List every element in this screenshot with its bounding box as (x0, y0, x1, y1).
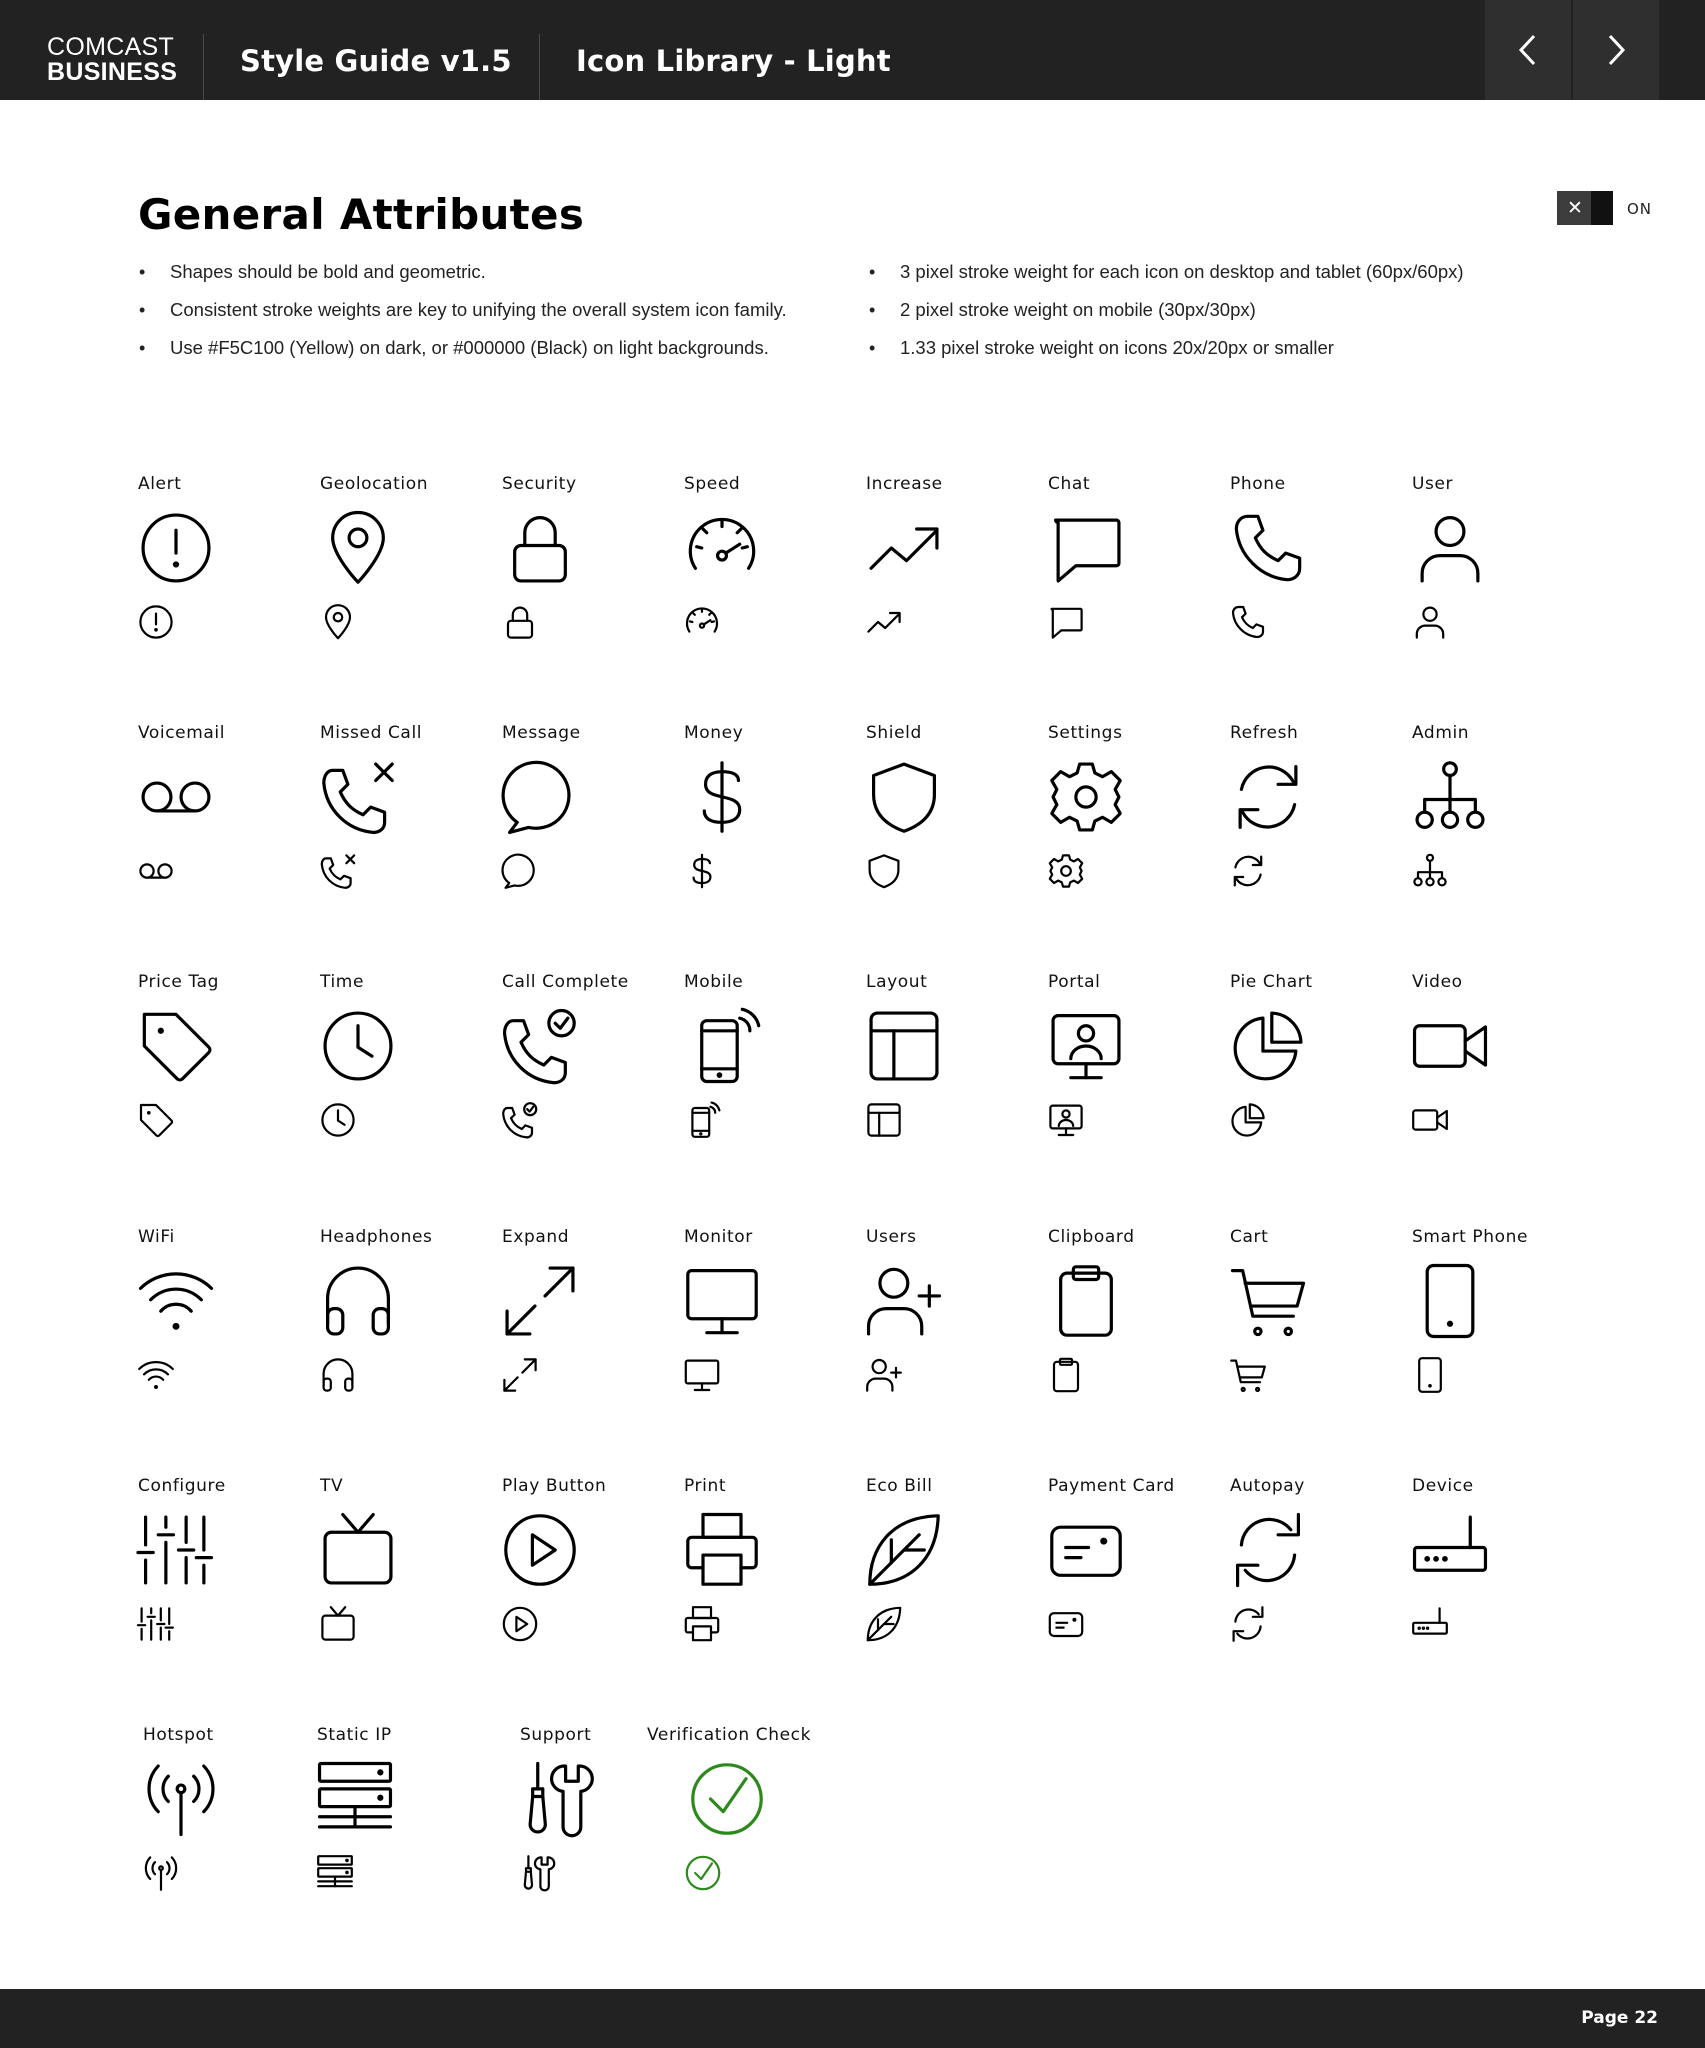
router-icon (1412, 1606, 1448, 1642)
icon-label: Device (1412, 1476, 1474, 1496)
icon-card-user (1412, 474, 1582, 684)
tools-icon (520, 1761, 596, 1837)
user-add-icon (866, 1357, 902, 1393)
printer-icon (684, 1512, 760, 1588)
icon-label: Shield (866, 723, 922, 743)
clock-icon (320, 1102, 356, 1138)
icon-card-call-complete (502, 972, 672, 1182)
trend-up-icon (866, 604, 902, 640)
mobile-icon (684, 1008, 760, 1084)
icon-card-smart-phone (1412, 1227, 1582, 1437)
pie-chart-icon (1230, 1008, 1306, 1084)
tag-icon (138, 1102, 174, 1138)
icon-label: Play Button (502, 1476, 607, 1496)
icon-card-video (1412, 972, 1582, 1182)
hotspot-icon (143, 1855, 179, 1891)
icon-card-dollar (684, 723, 854, 933)
user-icon (1412, 604, 1448, 640)
icon-label: Pie Chart (1230, 972, 1313, 992)
portal-icon (1048, 1008, 1124, 1084)
icon-label: Eco Bill (866, 1476, 933, 1496)
clock-icon (320, 1008, 396, 1084)
icon-card-tag (138, 972, 308, 1182)
icon-card-clipboard (1048, 1227, 1218, 1437)
expand-icon (502, 1263, 578, 1339)
logo-line-2: BUSINESS (47, 58, 178, 86)
icon-card-check-circle (647, 1725, 817, 1935)
icon-card-server (317, 1725, 487, 1935)
prev-page-button[interactable] (1485, 0, 1571, 100)
payment-card-icon (1048, 1512, 1124, 1588)
alert-icon (138, 510, 214, 586)
icon-card-pie-chart (1230, 972, 1400, 1182)
icon-card-monitor (684, 1227, 854, 1437)
icon-label: Call Complete (502, 972, 629, 992)
icon-card-speedometer (684, 474, 854, 684)
icon-card-trend-up (866, 474, 1036, 684)
pie-chart-icon (1230, 1102, 1266, 1138)
shield-icon (866, 759, 942, 835)
printer-icon (684, 1606, 720, 1642)
check-circle-icon (689, 1761, 765, 1837)
icon-card-shield (866, 723, 1036, 933)
icon-label: Chat (1048, 474, 1091, 494)
list-item: • Shapes should be bold and geometric. (139, 258, 799, 286)
chat-icon (1048, 510, 1124, 586)
icon-label: Video (1412, 972, 1463, 992)
comcast-business-logo (47, 35, 177, 85)
toggle-knob (1591, 191, 1613, 225)
close-icon: ✕ (1567, 197, 1583, 219)
tools-icon (520, 1855, 556, 1891)
icon-card-leaf (866, 1476, 1036, 1686)
sliders-icon (138, 1606, 174, 1642)
layout-icon (866, 1008, 942, 1084)
icon-label: Headphones (320, 1227, 433, 1247)
icon-card-autopay (1230, 1476, 1400, 1686)
leaf-icon (866, 1606, 902, 1642)
router-icon (1412, 1512, 1488, 1588)
next-page-button[interactable] (1573, 0, 1659, 100)
speedometer-icon (684, 510, 760, 586)
dollar-icon (684, 853, 720, 889)
check-circle-icon (685, 1855, 721, 1891)
icon-card-alert (138, 474, 308, 684)
guide-title: Style Guide v1.5 (240, 44, 512, 78)
payment-card-icon (1048, 1606, 1084, 1642)
icon-card-wifi (138, 1227, 308, 1437)
gear-icon (1048, 853, 1084, 889)
icon-card-cart (1230, 1227, 1400, 1437)
icon-label: Phone (1230, 474, 1286, 494)
icon-label: Payment Card (1048, 1476, 1175, 1496)
headphones-icon (320, 1263, 396, 1339)
icon-card-clock (320, 972, 490, 1182)
icon-label: Layout (866, 972, 928, 992)
smart-phone-icon (1412, 1263, 1488, 1339)
icon-label: Print (684, 1476, 727, 1496)
headphones-icon (320, 1357, 356, 1393)
icon-card-gear (1048, 723, 1218, 933)
icon-card-play (502, 1476, 672, 1686)
lock-icon (502, 604, 538, 640)
icon-label: Admin (1412, 723, 1470, 743)
tv-icon (320, 1606, 356, 1642)
icon-card-message (502, 723, 672, 933)
monitor-icon (684, 1357, 720, 1393)
icon-card-payment-card (1048, 1476, 1218, 1686)
icon-label: Users (866, 1227, 917, 1247)
call-complete-icon (502, 1102, 538, 1138)
play-icon (502, 1512, 578, 1588)
toggle-switch[interactable] (1557, 191, 1613, 225)
footer-bar (0, 1989, 1705, 2048)
icon-label: User (1412, 474, 1454, 494)
icon-label: Money (684, 723, 744, 743)
icon-label: Monitor (684, 1227, 753, 1247)
chevron-left-icon (1517, 33, 1539, 67)
icon-label: Expand (502, 1227, 570, 1247)
play-icon (502, 1606, 538, 1642)
section-title: Icon Library - Light (576, 44, 891, 78)
clipboard-icon (1048, 1357, 1084, 1393)
icon-label: Security (502, 474, 577, 494)
attributes-list-right (869, 258, 1689, 372)
icon-card-missed-call (320, 723, 490, 933)
call-complete-icon (502, 1008, 578, 1084)
voicemail-icon (138, 759, 214, 835)
icon-card-mobile (684, 972, 854, 1182)
icon-label: Hotspot (143, 1725, 214, 1745)
list-item: • 3 pixel stroke weight for each icon on desktop and tablet (60px/60px) (869, 258, 1689, 286)
icon-card-refresh (1230, 723, 1400, 933)
list-item: • Consistent stroke weights are key to unifying the overall system icon family. (139, 296, 799, 324)
portal-icon (1048, 1102, 1084, 1138)
icon-label: Time (320, 972, 365, 992)
icon-label: Static IP (317, 1725, 392, 1745)
header-divider (539, 34, 540, 100)
wifi-icon (138, 1263, 214, 1339)
user-icon (1412, 510, 1488, 586)
org-chart-icon (1412, 759, 1488, 835)
video-icon (1412, 1102, 1448, 1138)
icon-card-phone (1230, 474, 1400, 684)
cart-icon (1230, 1263, 1306, 1339)
icon-card-printer (684, 1476, 854, 1686)
icon-label: Portal (1048, 972, 1101, 992)
icon-card-geolocation (320, 474, 490, 684)
org-chart-icon (1412, 853, 1448, 889)
monitor-icon (684, 1263, 760, 1339)
speedometer-icon (684, 604, 720, 640)
page-title: General Attributes (138, 190, 585, 239)
icon-label: Price Tag (138, 972, 220, 992)
phone-icon (1230, 604, 1266, 640)
icon-card-org-chart (1412, 723, 1582, 933)
icon-label: Support (520, 1725, 592, 1745)
shield-icon (866, 853, 902, 889)
icon-label: Settings (1048, 723, 1123, 743)
icon-card-expand (502, 1227, 672, 1437)
attributes-list-left (139, 258, 799, 372)
icon-card-tv (320, 1476, 490, 1686)
icon-label: Clipboard (1048, 1227, 1135, 1247)
video-icon (1412, 1008, 1488, 1084)
icon-card-sliders (138, 1476, 308, 1686)
icon-card-user-add (866, 1227, 1036, 1437)
clipboard-icon (1048, 1263, 1124, 1339)
refresh-icon (1230, 759, 1306, 835)
geolocation-icon (320, 604, 356, 640)
phone-icon (1230, 510, 1306, 586)
gear-icon (1048, 759, 1124, 835)
hotspot-icon (143, 1761, 219, 1837)
sliders-icon (138, 1512, 214, 1588)
icon-label: Smart Phone (1412, 1227, 1529, 1247)
message-icon (502, 853, 538, 889)
icon-card-chat (1048, 474, 1218, 684)
header-bar (0, 0, 1705, 100)
cart-icon (1230, 1357, 1266, 1393)
icon-label: Voicemail (138, 723, 226, 743)
expand-icon (502, 1357, 538, 1393)
dollar-icon (684, 759, 760, 835)
icon-label: Cart (1230, 1227, 1269, 1247)
icon-label: TV (320, 1476, 344, 1496)
server-icon (317, 1855, 353, 1891)
icon-card-lock (502, 474, 672, 684)
message-icon (502, 759, 578, 835)
server-icon (317, 1761, 393, 1837)
header-divider (203, 34, 204, 100)
icon-label: Message (502, 723, 581, 743)
icon-label: Refresh (1230, 723, 1299, 743)
tag-icon (138, 1008, 214, 1084)
wifi-icon (138, 1357, 174, 1393)
icon-label: Increase (866, 474, 943, 494)
icon-card-hotspot (143, 1725, 313, 1935)
page-number: Page 22 (1581, 2008, 1658, 2028)
user-add-icon (866, 1263, 942, 1339)
toggle-label: ON (1627, 200, 1653, 218)
icon-label: Speed (684, 474, 741, 494)
list-item: • 2 pixel stroke weight on mobile (30px/30px) (869, 296, 1689, 324)
icon-label: Mobile (684, 972, 744, 992)
logo-line-1: COMCAST (47, 33, 175, 61)
icon-label: Missed Call (320, 723, 423, 743)
icon-label: Autopay (1230, 1476, 1305, 1496)
alert-icon (138, 604, 174, 640)
autopay-icon (1230, 1606, 1266, 1642)
list-item: • Use #F5C100 (Yellow) on dark, or #000000 (Black) on light backgrounds. (139, 334, 799, 362)
refresh-icon (1230, 853, 1266, 889)
icon-card-headphones (320, 1227, 490, 1437)
icon-label: Verification Check (647, 1725, 812, 1745)
icon-card-router (1412, 1476, 1582, 1686)
chevron-right-icon (1605, 33, 1627, 67)
tv-icon (320, 1512, 396, 1588)
icon-label: Alert (138, 474, 182, 494)
mobile-icon (684, 1102, 720, 1138)
lock-icon (502, 510, 578, 586)
voicemail-icon (138, 853, 174, 889)
list-item: • 1.33 pixel stroke weight on icons 20x/20px or smaller (869, 334, 1689, 362)
missed-call-icon (320, 759, 396, 835)
missed-call-icon (320, 853, 356, 889)
icon-label: Configure (138, 1476, 226, 1496)
trend-up-icon (866, 510, 942, 586)
chat-icon (1048, 604, 1084, 640)
geolocation-icon (320, 510, 396, 586)
icon-card-voicemail (138, 723, 308, 933)
leaf-icon (866, 1512, 942, 1588)
icon-label: WiFi (138, 1227, 175, 1247)
icon-card-portal (1048, 972, 1218, 1182)
autopay-icon (1230, 1512, 1306, 1588)
icon-label: Geolocation (320, 474, 429, 494)
layout-icon (866, 1102, 902, 1138)
smart-phone-icon (1412, 1357, 1448, 1393)
icon-card-layout (866, 972, 1036, 1182)
